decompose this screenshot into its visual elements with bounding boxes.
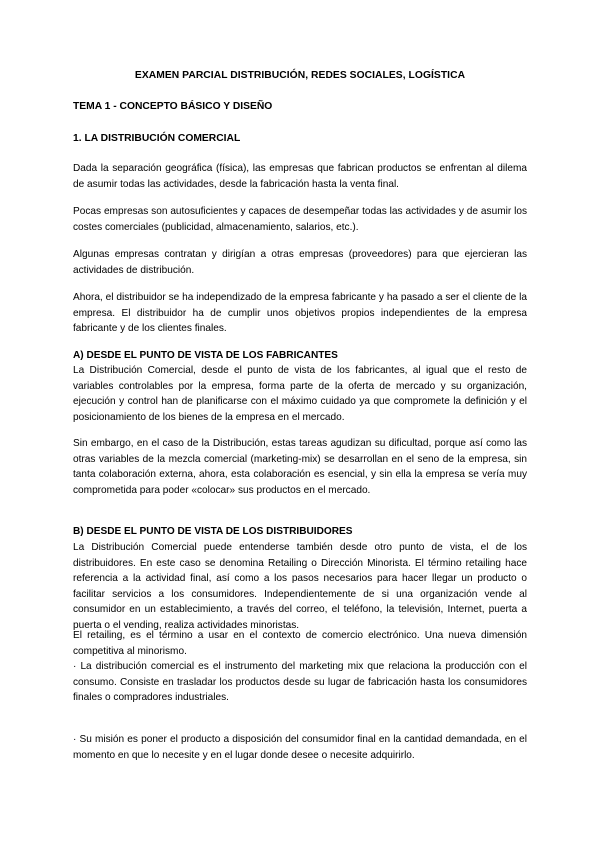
paragraph: · La distribución comercial es el instrumento del marketing mix que relaciona la producción con el consumo. Consiste en trasladar los productos desde su lugar de fabricación hasta los consumidores finales o compradores industriales. (73, 661, 527, 704)
section-heading: 1. LA DISTRIBUCIÓN COMERCIAL (73, 133, 241, 144)
paragraph: Ahora, el distribuidor se ha independizado de la empresa fabricante y ha pasado a ser el cliente de la empresa. El distribuidor ha de cumplir unos objetivos propios independientes de la empresa fabricante y de los clientes finales. (73, 292, 527, 335)
subsection-heading: A) DESDE EL PUNTO DE VISTA DE LOS FABRICANTES (73, 350, 338, 361)
paragraph: El retailing, es el término a usar en el contexto de comercio electrónico. Una nueva dimensión competitiva al minorismo. (73, 630, 527, 657)
paragraph: La Distribución Comercial, desde el punto de vista de los fabricantes, al igual que el resto de variables controlables por la empresa, forma parte de la oferta de mercado y su organización, ejecución y control han de planificarse con el máximo cuidado ya que compromete la definición y el posicionamiento de los bienes de la empresa en el mercado. (73, 365, 527, 423)
document-title: EXAMEN PARCIAL DISTRIBUCIÓN, REDES SOCIALES, LOGÍSTICA (134, 70, 466, 81)
topic-heading: TEMA 1 - CONCEPTO BÁSICO Y DISEÑO (73, 101, 273, 112)
paragraph: · Su misión es poner el producto a disposición del consumidor final en la cantidad demandada, en el momento en que lo necesite y en el lugar donde desee o necesite adquirirlo. (73, 734, 527, 761)
paragraph: Algunas empresas contratan y dirigían a otras empresas (proveedores) para que ejercieran las actividades de distribución. (73, 249, 527, 276)
paragraph: Sin embargo, en el caso de la Distribución, estas tareas agudizan su dificultad, porque así como las otras variables de la mezcla comercial (marketing-mix) se desarrollan en el seno de la empresa, sin tanta colaboración externa, ahora, esta colaboración es esencial, y sin ella la empresa se vería muy comprometida para poder «colocar» sus productos en el mercado. (73, 438, 527, 496)
paragraph: La Distribución Comercial puede entenderse también desde otro punto de vista, el de los distribuidores. En este caso se denomina Retailing o Dirección Minorista. El término retailing hace referencia a la actividad final, así como a los pasos necesarios para hacer llegar un producto o facilitar servicios a los consumidores. Independientemente de si una organización vende al consumidor en un establecimiento, a través del correo, el teléfono, la televisión, Internet, puerta a puerta o el vending, realiza actividades minoristas. (73, 542, 527, 631)
paragraph: Pocas empresas son autosuficientes y capaces de desempeñar todas las actividades y de asumir los costes comerciales (publicidad, almacenamiento, salarios, etc.). (73, 206, 527, 233)
paragraph: Dada la separación geográfica (física), las empresas que fabrican productos se enfrentan al dilema de asumir todas las actividades, desde la fabricación hasta la venta final. (73, 163, 527, 190)
subsection-heading: B) DESDE EL PUNTO DE VISTA DE LOS DISTRIBUIDORES (73, 526, 353, 537)
